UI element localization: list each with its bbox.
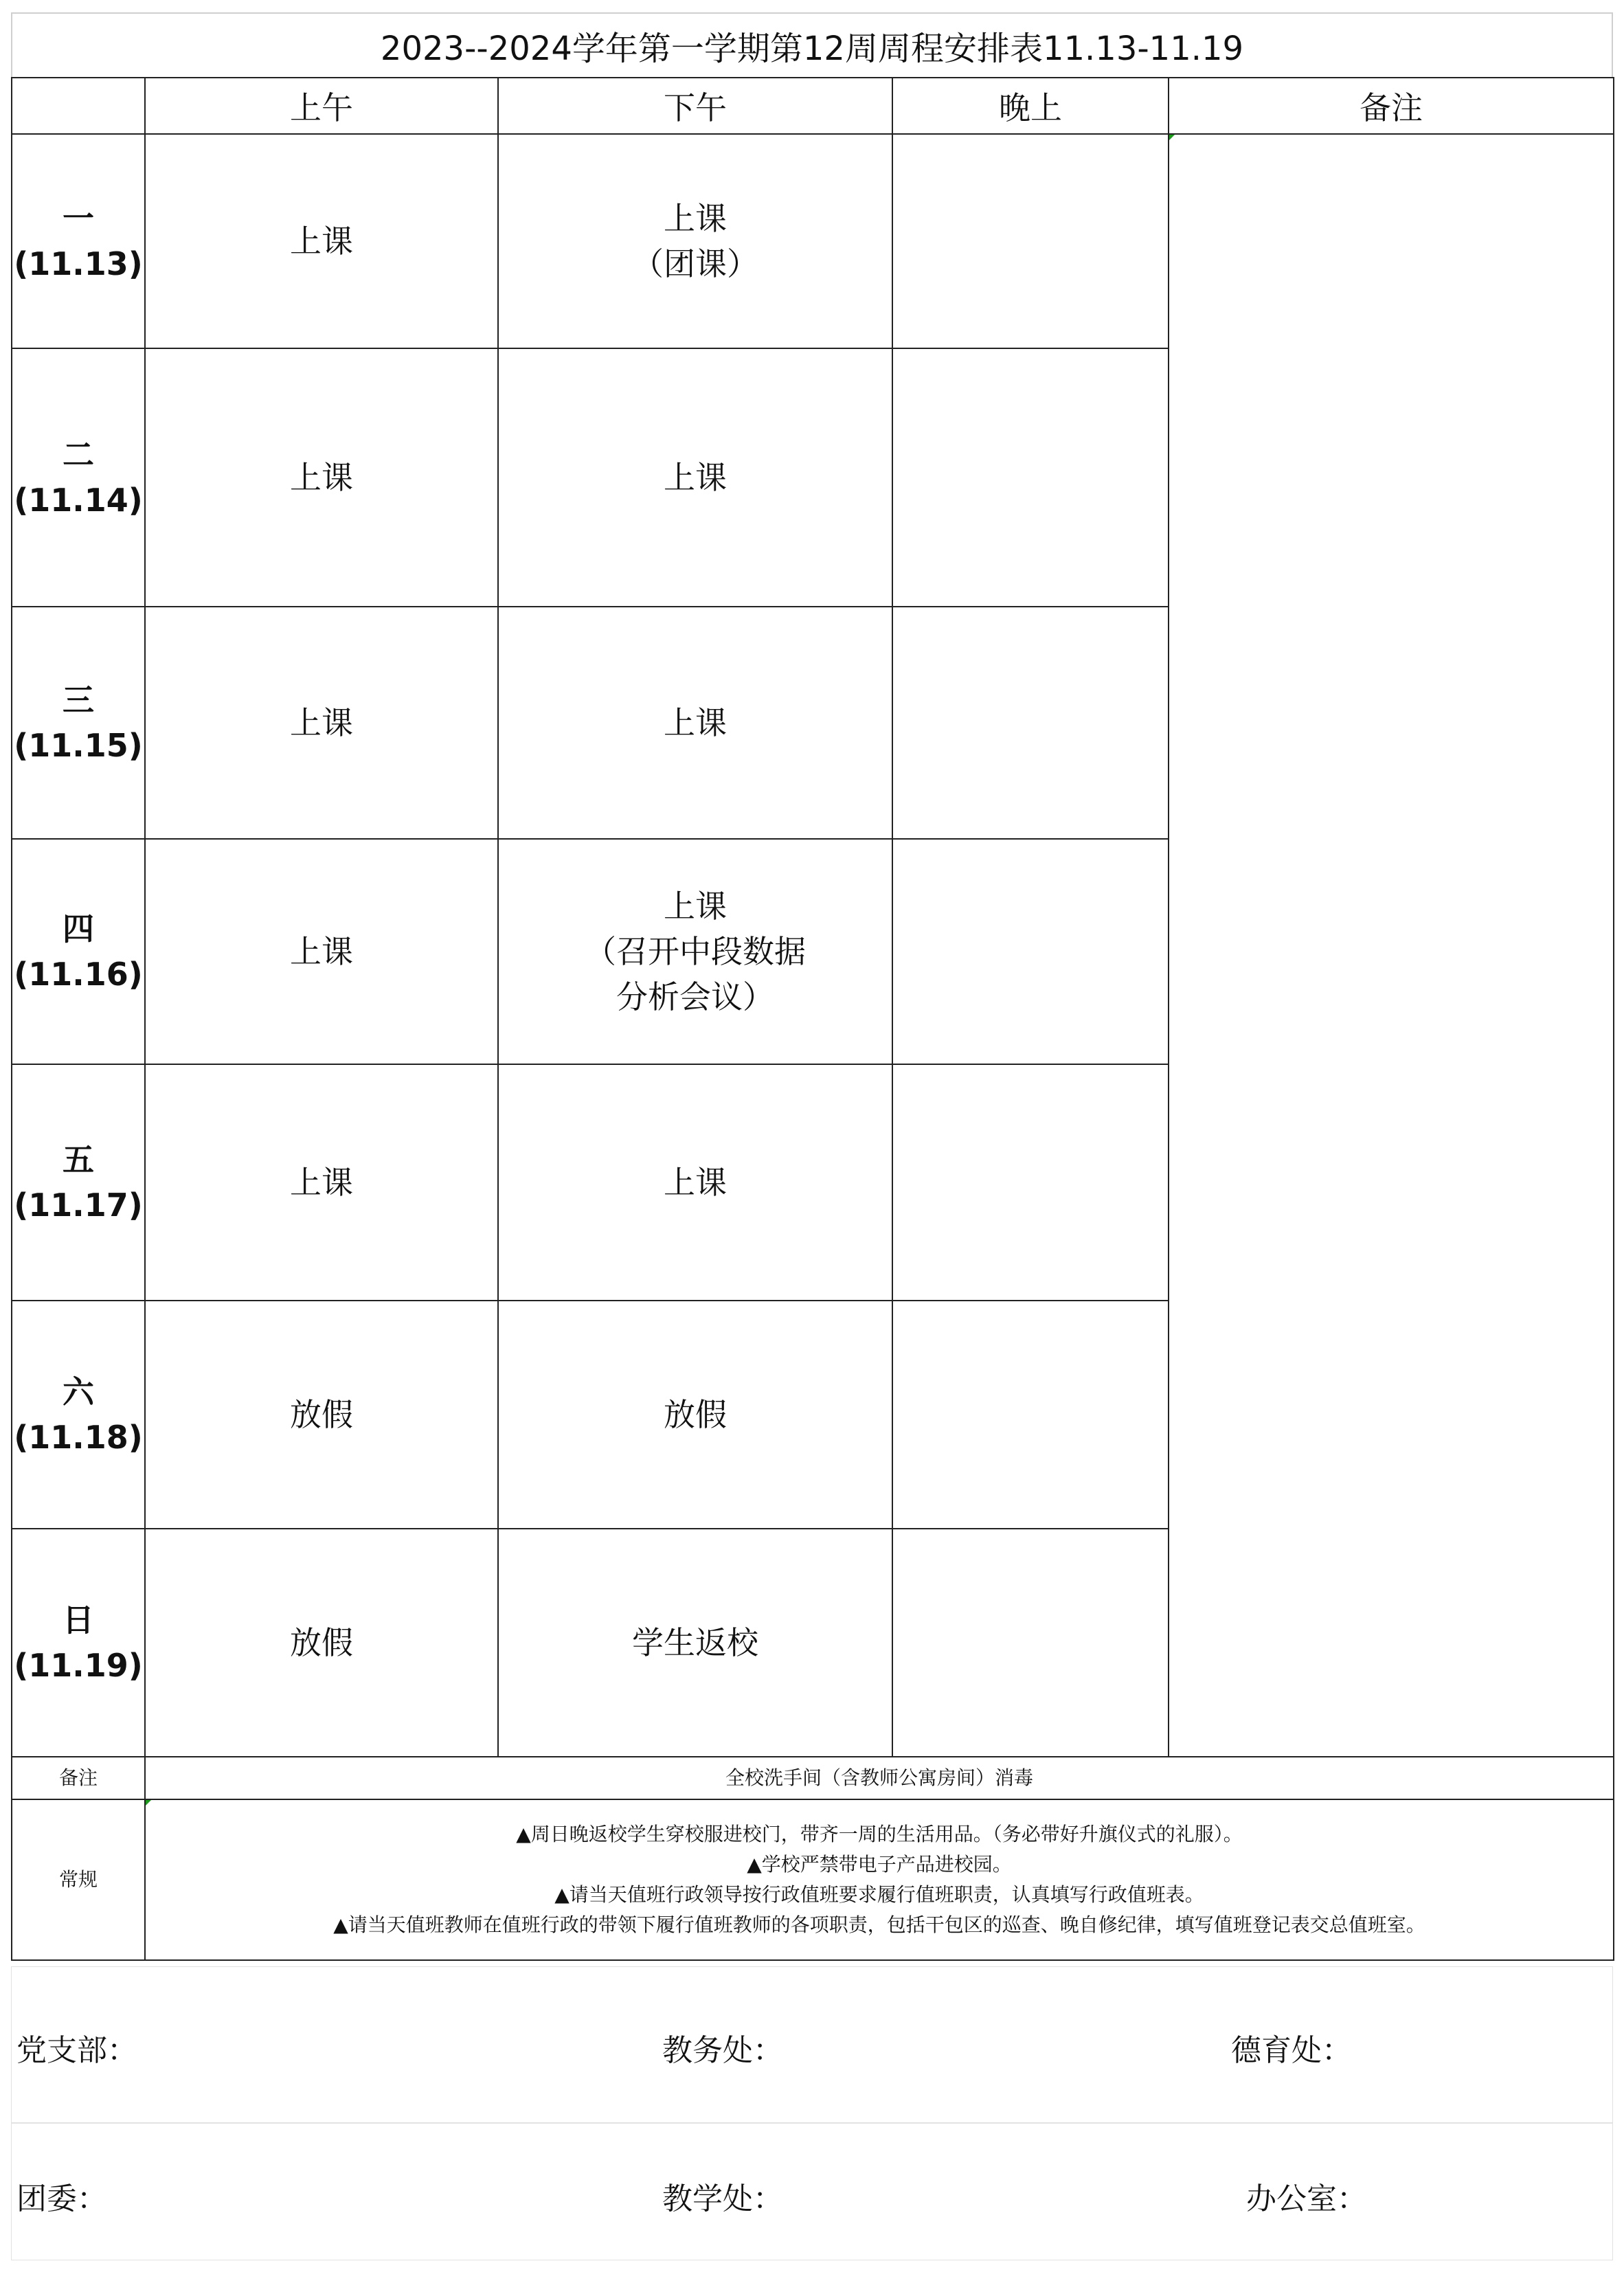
routine-line: ▲请当天值班行政领导按行政值班要求履行值班职责，认真填写行政值班表。 <box>554 1883 1204 1906</box>
notes-row <box>12 1757 1614 1799</box>
header-morning: 上午 <box>145 78 498 134</box>
morning-cell: 上课 <box>145 607 498 839</box>
day-cell <box>12 348 145 607</box>
signature-academic-affairs: 教务处： <box>662 2033 783 2068</box>
evening-cell <box>892 1529 1169 1757</box>
day-date: (11.18) <box>14 1419 143 1456</box>
evening-cell <box>892 348 1169 607</box>
remarks-cell <box>1169 134 1614 1757</box>
morning-cell: 上课 <box>145 134 498 348</box>
header-row <box>12 78 1614 134</box>
signature-moral-education: 德育处： <box>1231 2033 1352 2068</box>
header-corner <box>12 78 145 134</box>
morning-cell: 上课 <box>145 348 498 607</box>
morning-cell: 放假 <box>145 1529 498 1757</box>
day-date: (11.17) <box>14 1187 143 1224</box>
signature-general-office: 办公室： <box>1246 2181 1367 2216</box>
day-date: (11.13) <box>14 245 143 282</box>
evening-cell <box>892 134 1169 348</box>
routine-line: ▲学校严禁带电子产品进校园。 <box>747 1853 1012 1876</box>
notes-text: 全校洗手间（含教师公寓房间）消毒 <box>145 1757 1614 1799</box>
table-row <box>12 134 1614 348</box>
evening-cell <box>892 839 1169 1064</box>
afternoon-cell: 上课 （召开中段数据 分析会议） <box>498 839 892 1064</box>
header-remarks: 备注 <box>1169 78 1614 134</box>
morning-cell: 上课 <box>145 1064 498 1301</box>
day-cell <box>12 1064 145 1301</box>
day-label: 六 <box>63 1373 94 1411</box>
day-label: 二 <box>63 436 94 473</box>
day-cell <box>12 839 145 1064</box>
routine-label: 常规 <box>12 1799 145 1960</box>
day-date: (11.15) <box>14 727 143 764</box>
routine-line: ▲请当天值班教师在值班行政的带领下履行值班教师的各项职责，包括干包区的巡查、晚自修纪律，填写值班登记表交总值班室。 <box>333 1913 1425 1936</box>
header-afternoon: 下午 <box>498 78 892 134</box>
day-cell <box>12 134 145 348</box>
day-date: (11.19) <box>14 1647 143 1684</box>
day-date: (11.14) <box>14 482 143 519</box>
afternoon-cell: 放假 <box>498 1301 892 1529</box>
day-cell <box>12 607 145 839</box>
evening-cell <box>892 1064 1169 1301</box>
routine-text <box>145 1799 1614 1960</box>
morning-cell: 上课 <box>145 839 498 1064</box>
day-label: 三 <box>63 682 94 719</box>
evening-cell <box>892 607 1169 839</box>
signature-youth-league: 团委： <box>16 2181 107 2216</box>
routine-row <box>12 1799 1614 1960</box>
day-date: (11.16) <box>14 956 143 993</box>
signature-party-branch: 党支部： <box>16 2033 137 2068</box>
afternoon-cell: 上课 <box>498 348 892 607</box>
signature-area-top <box>11 1966 1613 2123</box>
day-label: 一 <box>63 200 94 237</box>
day-label: 日 <box>63 1602 94 1639</box>
afternoon-cell: 上课 （团课） <box>498 134 892 348</box>
afternoon-cell: 上课 <box>498 1064 892 1301</box>
routine-line: ▲周日晚返校学生穿校服进校门，带齐一周的生活用品。（务必带好升旗仪式的礼服）。 <box>516 1823 1243 1845</box>
notes-label: 备注 <box>12 1757 145 1799</box>
day-label: 四 <box>63 910 94 947</box>
signature-teaching-office: 教学处： <box>662 2181 783 2216</box>
day-cell <box>12 1529 145 1757</box>
signature-area-bottom <box>11 2123 1613 2260</box>
schedule-table <box>11 77 1614 1961</box>
afternoon-cell: 上课 <box>498 607 892 839</box>
header-evening: 晚上 <box>892 78 1169 134</box>
day-label: 五 <box>63 1141 94 1178</box>
evening-cell <box>892 1301 1169 1529</box>
day-cell <box>12 1301 145 1529</box>
morning-cell: 放假 <box>145 1301 498 1529</box>
afternoon-cell: 学生返校 <box>498 1529 892 1757</box>
page-title: 2023--2024学年第一学期第12周周程安排表11.13-11.19 <box>11 12 1613 77</box>
